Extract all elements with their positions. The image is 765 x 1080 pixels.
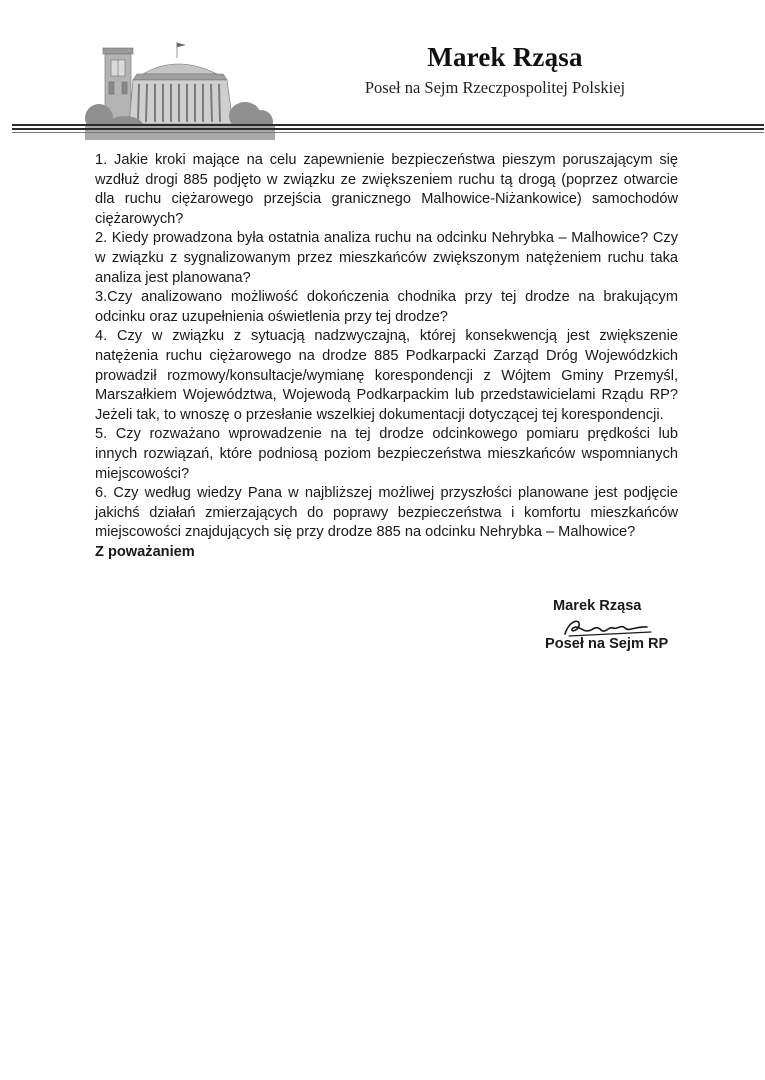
header-name: Marek Rząsa [427,42,583,72]
signature-role: Poseł na Sejm RP [545,636,669,652]
closing-salutation: Z poważaniem [95,543,195,560]
question-2: 2. Kiedy prowadzona była ostatnia analiza ruchu na odcinku Nehrybka – Malhowice? Czy w związku z sygnalizowanym przez mieszkańców zwiększonym natężeniem ruchu taka analiza jest planowana? [95,230,678,286]
header-divider [12,124,764,134]
letter-body [95,151,678,562]
question-4: 4. Czy w związku z sytuacją nadzwyczajną, której konsekwencją jest zwiększenie natężenia ruchu ciężarowego na drodze 885 Podkarpacki Zarząd Dróg Wojewódzkich prowadził rozmowy/konsultacje/wymianę korespondencji z Wójtem Gminy Przemyśl, Marszałkiem Województwa, Wojewodą Podkarpackim lub przedstawicielami Rządu RP? Jeżeli tak, to wnoszę o przesłanie wszelkiej dokumentacji dotyczącej tej korespondencji. [95,328,678,423]
question-1: 1. Jakie kroki mające na celu zapewnienie bezpieczeństwa pieszym poruszającym się wzdłuż drogi 885 podjęto w związku ze zwiększeniem ruchu tą drogą (poprzez otwarcie dla ruchu ciężarowego przejścia granicznego Malhowice-Niżankowice) samochodów ciężarowych? [95,152,678,227]
question-5: 5. Czy rozważano wprowadzenie na tej drodze odcinkowego pomiaru prędkości lub innych rozwiązań, które podniosą poziom bezpieczeństwa mieszkańców wspomnianych miejscowości? [95,426,678,482]
signature-name: Marek Rząsa [553,598,642,614]
header-title: Poseł na Sejm Rzeczpospolitej Polskiej [364,78,626,97]
question-6: 6. Czy według wiedzy Pana w najbliższej możliwej przyszłości planowane jest podjęcie jakichś działań zmierzających do poprawy bezpieczeństwa i komfortu mieszkańców miejscowości znajdujących się przy drodze 885 na odcinku Nehrybka – Malhowice? [95,485,678,541]
question-3: 3.Czy analizowano możliwość dokończenia chodnika przy tej drodze na brakującym odcinku oraz uzupełnienia oświetlenia przy tej drodze? [95,289,678,325]
